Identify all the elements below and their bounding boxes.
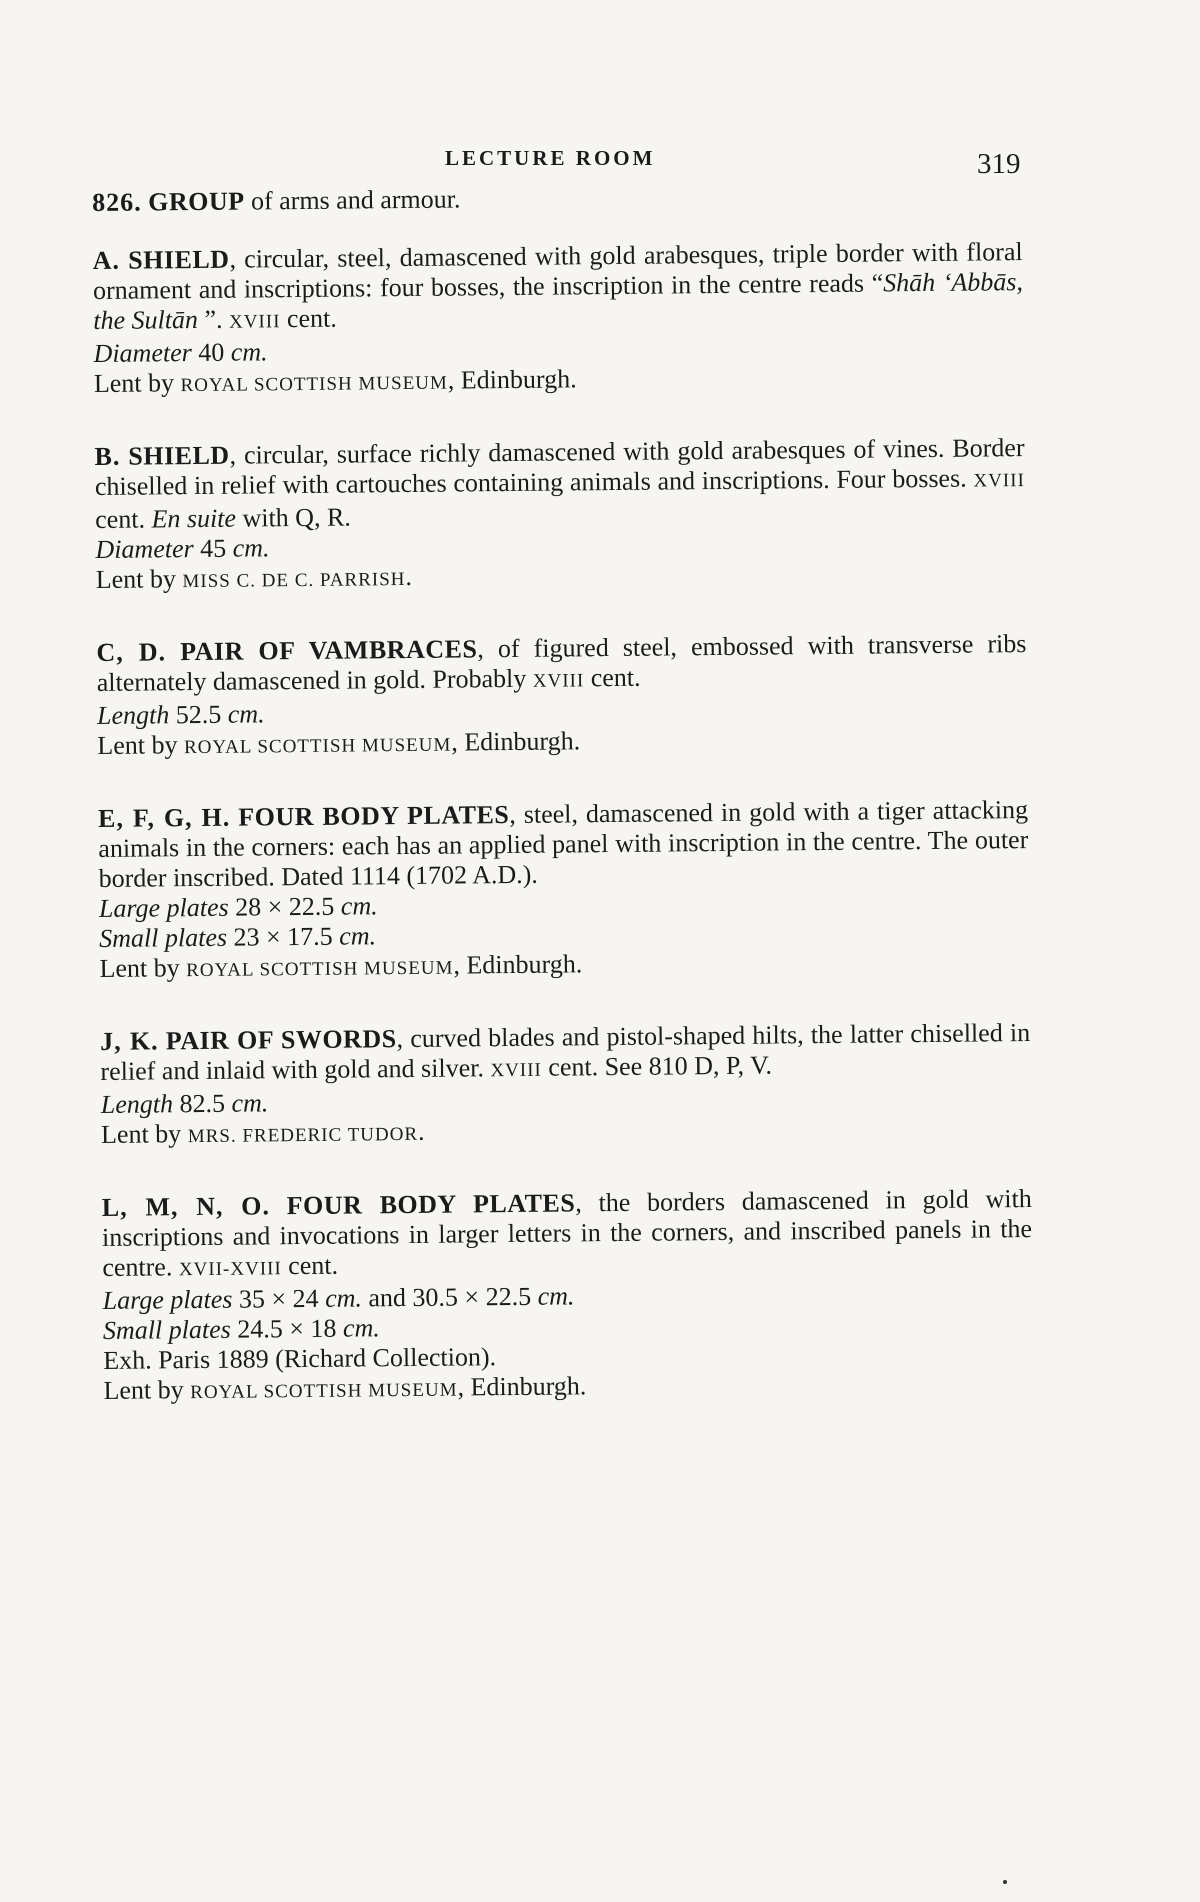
- running-head: LECTURE ROOM: [445, 146, 656, 170]
- entry-c-d: [96, 629, 1027, 764]
- entry-text: cent.: [281, 1250, 339, 1281]
- measurement-unit: cm.: [227, 699, 265, 729]
- measurement-value: 52.5: [169, 699, 228, 730]
- inscription-text: Shāh ‘Abbās, the Sultān: [93, 267, 1024, 335]
- entry-letter: L, M, N, O.: [101, 1191, 271, 1222]
- entry-description: [102, 1184, 1033, 1286]
- measurement-label: Length: [96, 700, 170, 730]
- measurement-value: 23 × 17.5: [226, 921, 340, 952]
- measurement-value: 45: [193, 533, 233, 564]
- entry-title: PAIR OF VAMBRACES: [180, 634, 478, 667]
- entry-text: ”.: [197, 304, 230, 334]
- entry-j-k: [100, 1018, 1031, 1153]
- measurement-label: Length: [100, 1089, 174, 1119]
- entry-text: cent.: [280, 303, 337, 334]
- page-body: [92, 179, 1034, 1449]
- entry-letter: J, K.: [100, 1026, 159, 1056]
- measurement-value: 28 × 22.5: [228, 891, 341, 922]
- century: XVIII: [973, 470, 1025, 492]
- lent-suffix: .: [417, 1116, 425, 1146]
- group-title: GROUP: [147, 186, 245, 217]
- entry-text: , of figured steel, embossed with transverse ribs alternately damascened in gold. Probably: [96, 629, 1027, 697]
- measurement-unit: cm.: [230, 337, 268, 367]
- group-heading: [92, 179, 1022, 218]
- entry-title: SHIELD: [128, 440, 230, 471]
- entry-title: FOUR BODY PLATES: [238, 800, 510, 832]
- measurement-unit: cm.: [231, 1088, 269, 1118]
- lender-name: ROYAL SCOTTISH MUSEUM: [183, 734, 452, 759]
- lent-prefix: Lent by: [97, 730, 185, 760]
- page-number: 319: [977, 148, 1021, 180]
- lender-name: ROYAL SCOTTISH MUSEUM: [180, 372, 448, 397]
- measurement-unit: cm.: [340, 891, 378, 921]
- group-number: 826.: [92, 187, 142, 217]
- entry-l-m-n-o: [102, 1184, 1034, 1409]
- paper-speck: [1003, 1880, 1007, 1884]
- entry-text: , the borders damascened in gold with inscriptions and invocations in larger letters in the corners, and inscribed panels in the centre.: [101, 1184, 1033, 1282]
- lent-suffix: , Edinburgh.: [457, 1371, 587, 1402]
- lender-name: MRS. FREDERIC TUDOR: [187, 1123, 419, 1148]
- measurement-label: Small plates: [99, 922, 228, 953]
- measurement-value: 24.5 × 18: [230, 1313, 344, 1344]
- measurement-value: 35 × 24: [232, 1283, 326, 1314]
- century: XVIII: [532, 670, 585, 692]
- lent-suffix: .: [405, 561, 413, 592]
- entry-a: [93, 237, 1024, 402]
- entry-text: cent.: [95, 504, 152, 534]
- entry-description: [94, 433, 1025, 535]
- entry-description: [100, 1018, 1031, 1090]
- entry-e-f-g-h: [98, 795, 1030, 987]
- measurement-label: Large plates: [98, 892, 229, 923]
- measurement-unit: cm.: [324, 1283, 363, 1313]
- measurement-label: Diameter: [95, 534, 194, 564]
- measurement-unit: cm.: [232, 533, 270, 563]
- lent-prefix: Lent by: [103, 1375, 191, 1405]
- measurement-value: 82.5: [172, 1088, 232, 1119]
- entry-title: FOUR BODY PLATES: [286, 1188, 576, 1221]
- entry-description: [98, 795, 1029, 894]
- measurement-unit: cm.: [537, 1281, 575, 1311]
- entry-letter: B.: [94, 441, 121, 471]
- entry-letter: C, D.: [96, 637, 167, 667]
- entry-text: cent. See 810 D, P, V.: [541, 1050, 773, 1082]
- entry-letter: E, F, G, H.: [97, 802, 231, 833]
- en-suite-text: En suite: [151, 503, 237, 534]
- entry-text: , circular, steel, damascened with gold arabesques, triple border with floral ornament and inscriptions: four bosses, the inscription in the centre reads “: [92, 237, 1023, 305]
- lent-prefix: Lent by: [95, 564, 183, 594]
- lender-name: ROYAL SCOTTISH MUSEUM: [186, 957, 454, 982]
- entry-b: [94, 433, 1025, 598]
- lender-name: ROYAL SCOTTISH MUSEUM: [190, 1379, 458, 1404]
- entry-description: [93, 237, 1024, 339]
- measurement-unit: cm.: [342, 1313, 380, 1343]
- group-title-rest: of arms and armour.: [244, 184, 461, 216]
- entry-text: cent.: [584, 662, 641, 693]
- century: XVII-XVIII: [178, 1258, 282, 1281]
- measurement-label: Large plates: [102, 1284, 233, 1315]
- measurement-value: and 30.5 × 22.5: [361, 1281, 538, 1313]
- measurement-unit: cm.: [339, 921, 377, 951]
- entry-description: [96, 629, 1027, 701]
- exhibition-line: Exh. Paris 1889 (Richard Collection).: [103, 1342, 497, 1375]
- entry-text: , steel, damascened in gold with a tiger attacking animals in the corners: each has an applied panel with inscription in the centre. The outer border inscribed. Dated 1114 (1702 A.D.).: [98, 795, 1029, 893]
- lent-suffix: , Edinburgh.: [451, 726, 581, 757]
- lent-prefix: Lent by: [93, 368, 181, 398]
- entry-text: , circular, surface richly damascened with gold arabesques of vines. Border chiselled in relief with cartouches containing animals and inscriptions. Four bosses.: [94, 433, 1025, 501]
- measurement-label: Small plates: [102, 1314, 231, 1345]
- entry-letter: A.: [92, 245, 121, 275]
- measurement-value: 40: [191, 337, 231, 368]
- lent-prefix: Lent by: [99, 953, 187, 983]
- entry-title: PAIR OF SWORDS: [165, 1024, 397, 1056]
- lent-prefix: Lent by: [100, 1119, 188, 1149]
- century: XVIII: [490, 1059, 542, 1082]
- lender-name: MISS C. DE C. PARRISH: [182, 569, 406, 593]
- entry-title: SHIELD: [128, 244, 230, 275]
- lent-suffix: , Edinburgh.: [447, 364, 577, 395]
- entry-text: , curved blades and pistol-shaped hilts, the latter chiselled in relief and inlaid with gold and silver.: [100, 1018, 1031, 1086]
- entry-text: with Q, R.: [235, 502, 351, 533]
- lent-suffix: , Edinburgh.: [453, 949, 583, 980]
- measurement-label: Diameter: [93, 338, 192, 368]
- century: XVIII: [228, 311, 281, 333]
